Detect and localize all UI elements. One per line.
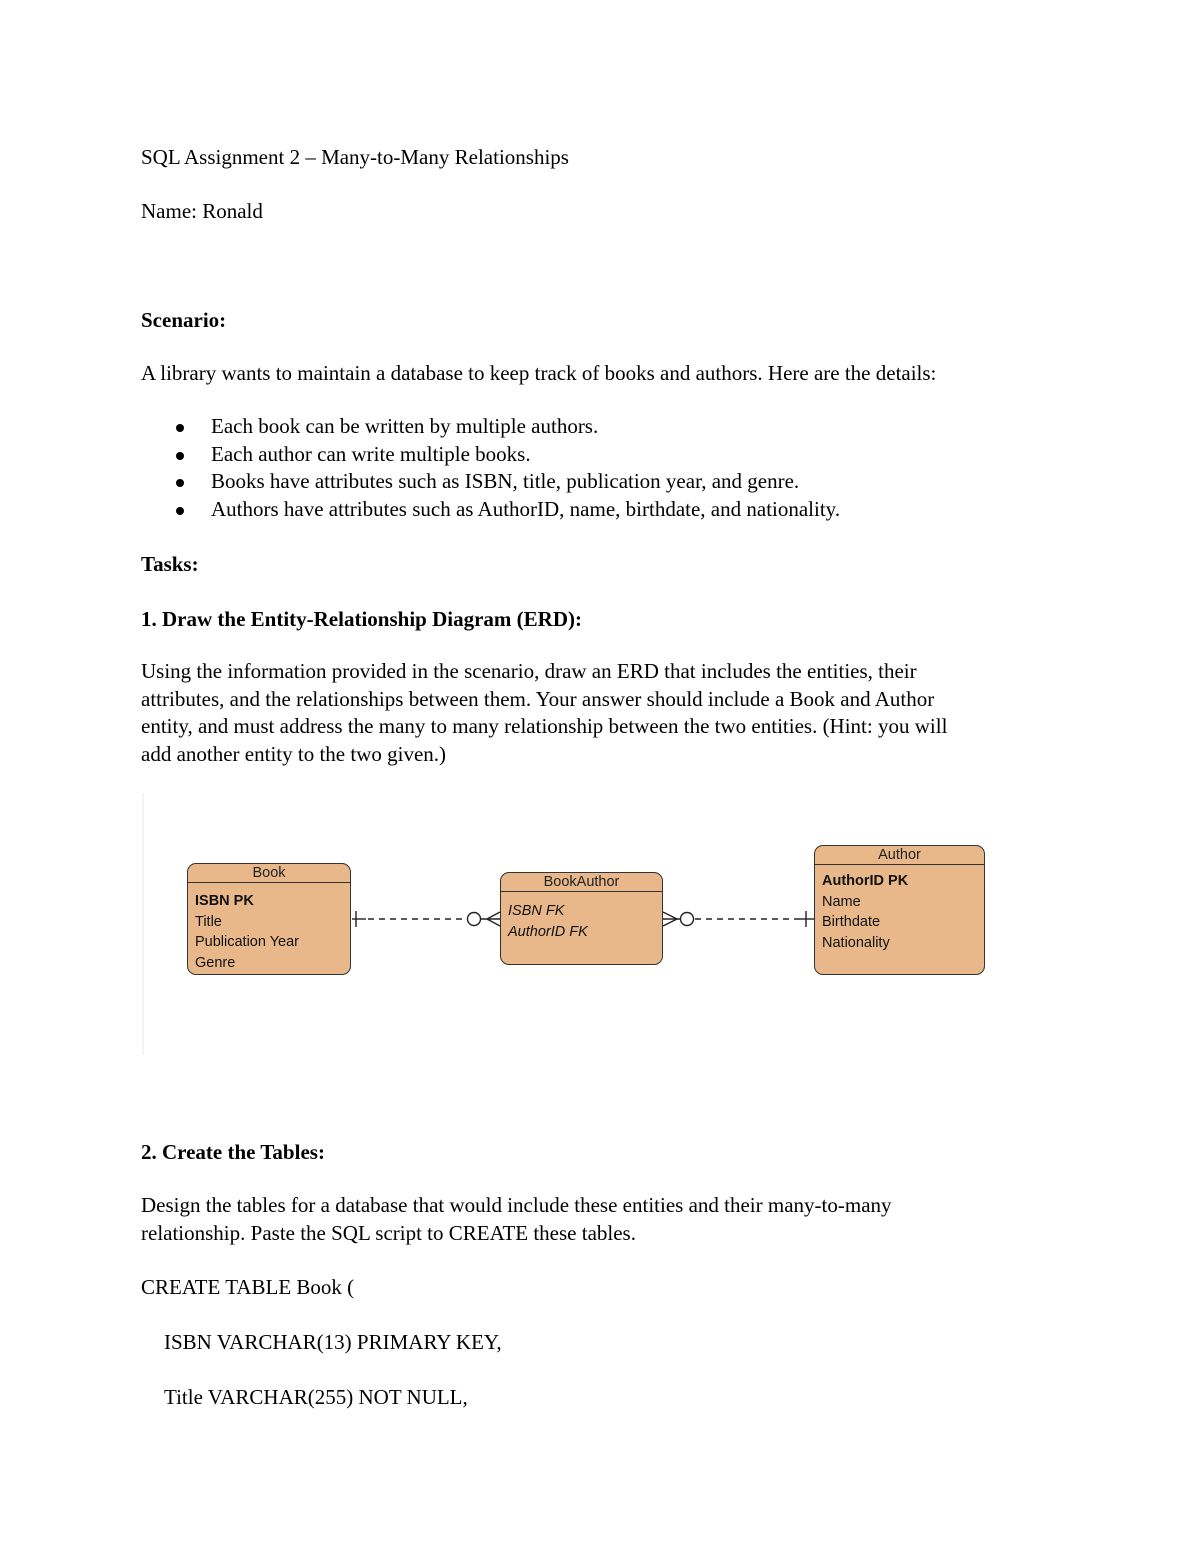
task1-description bbox=[141, 658, 1071, 768]
scenario-bullet-list bbox=[141, 413, 840, 523]
tasks-heading: Tasks: bbox=[141, 552, 199, 576]
entity-attribute: Name bbox=[822, 893, 861, 910]
relationship-book-bookauthor bbox=[352, 911, 500, 927]
task1-line: add another entity to the two given.) bbox=[141, 741, 447, 766]
sql-line: ISBN VARCHAR(13) PRIMARY KEY, bbox=[164, 1330, 502, 1354]
document-title: SQL Assignment 2 – Many-to-Many Relationships bbox=[141, 145, 569, 169]
bullet-icon bbox=[176, 507, 184, 515]
list-item bbox=[141, 413, 840, 441]
crowfoot-lower bbox=[487, 919, 500, 926]
task2-heading: 2. Create the Tables: bbox=[141, 1140, 325, 1164]
task2-description bbox=[141, 1192, 1071, 1247]
entity-attribute: ISBN PK bbox=[195, 893, 254, 909]
list-item bbox=[141, 468, 840, 496]
entity-attribute: Publication Year bbox=[195, 934, 299, 950]
entity-title: Book bbox=[188, 864, 350, 883]
task2-line: Design the tables for a database that would include these entities and their many-to-many bbox=[141, 1193, 892, 1217]
entity-attribute: Genre bbox=[195, 954, 236, 971]
crowfoot-upper bbox=[487, 912, 500, 919]
scenario-heading: Scenario: bbox=[141, 308, 227, 332]
task1-heading: 1. Draw the Entity-Relationship Diagram (ERD): bbox=[141, 607, 582, 631]
entity-attribute: Title bbox=[195, 913, 222, 930]
erd-entity-book bbox=[187, 863, 351, 975]
entity-attribute: AuthorID FK bbox=[508, 923, 588, 940]
sql-line: Title VARCHAR(255) NOT NULL, bbox=[164, 1385, 468, 1409]
bullet-icon bbox=[176, 424, 184, 432]
list-item bbox=[141, 496, 840, 524]
erd-entity-bookauthor bbox=[500, 872, 663, 965]
bullet-icon bbox=[176, 452, 184, 460]
task1-line: entity, and must address the many to many relationship between the two entities. (Hint: you will bbox=[141, 714, 948, 738]
bullet-text: Authors have attributes such as AuthorID, name, birthdate, and nationality. bbox=[211, 496, 841, 521]
crowfoot-lower bbox=[663, 919, 677, 926]
entity-attribute: Birthdate bbox=[822, 914, 881, 930]
bullet-icon bbox=[176, 479, 184, 487]
bullet-text: Each book can be written by multiple authors. bbox=[211, 414, 599, 438]
bullet-text: Books have attributes such as ISBN, title, publication year, and genre. bbox=[211, 469, 800, 493]
erd-frame-edge bbox=[142, 793, 144, 1055]
entity-title: BookAuthor bbox=[501, 873, 662, 892]
zero-marker bbox=[681, 913, 694, 926]
entity-attribute: ISBN FK bbox=[508, 903, 565, 919]
list-item bbox=[141, 441, 840, 469]
erd-entity-author bbox=[814, 845, 985, 975]
entity-attribute: AuthorID PK bbox=[822, 873, 909, 889]
entity-attribute: Nationality bbox=[822, 934, 890, 951]
crowfoot-upper bbox=[663, 912, 677, 919]
scenario-intro: A library wants to maintain a database to keep track of books and authors. Here are the details: bbox=[141, 361, 937, 385]
zero-marker bbox=[468, 913, 481, 926]
bullet-text: Each author can write multiple books. bbox=[211, 441, 531, 466]
sql-line: CREATE TABLE Book ( bbox=[141, 1275, 355, 1299]
relationship-bookauthor-author bbox=[663, 911, 814, 927]
task1-line: Using the information provided in the scenario, draw an ERD that includes the entities, their bbox=[141, 659, 917, 683]
entity-title: Author bbox=[815, 846, 984, 865]
task1-line: attributes, and the relationships between them. Your answer should include a Book and Author bbox=[141, 686, 935, 711]
task2-line: relationship. Paste the SQL script to CREATE these tables. bbox=[141, 1220, 636, 1245]
student-name: Name: Ronald bbox=[141, 199, 263, 223]
